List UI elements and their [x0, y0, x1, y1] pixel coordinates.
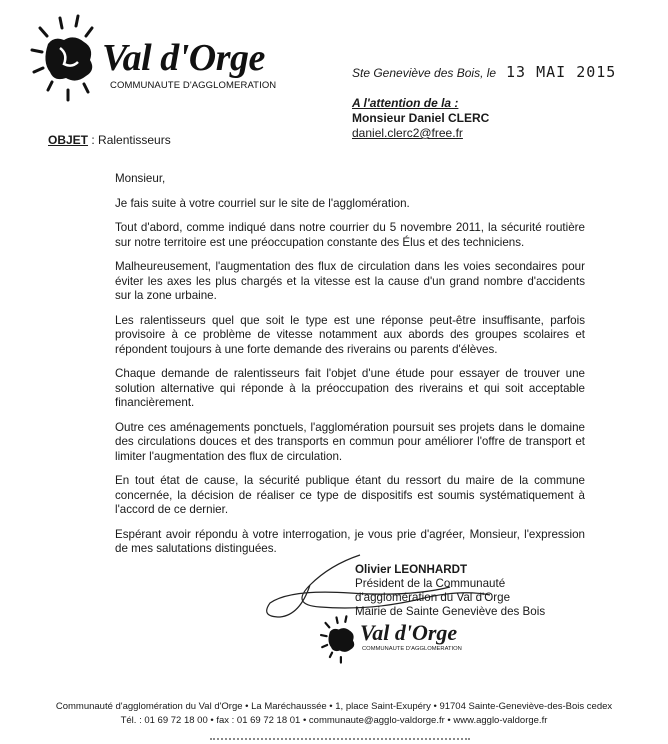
val-dorge-logo — [30, 14, 280, 104]
signatory-name: Olivier LEONHARDT — [355, 563, 468, 576]
footer-contacts: Tél. : 01 69 72 18 00 • fax : 01 69 72 18 01 • communaute@agglo-valdorge.fr • www.agglo-valdorge.fr — [120, 715, 548, 726]
letter-body — [115, 172, 585, 567]
paragraph: Tout d'abord, comme indiqué dans notre courrier du 5 novembre 2011, la sécurité routière sur notre territoire est une préoccupation constante des Élus et des techniciens. — [115, 221, 585, 249]
stamp-logo-title: Val d'Orge — [360, 620, 458, 645]
paragraph: Chaque demande de ralentisseurs fait l'objet d'une étude pour essayer de trouver une solution alternative qui réponde à la préoccupation des riverains et qui soit acceptable financièrement. — [115, 367, 585, 409]
recipient-email[interactable]: daniel.clerc2@free.fr — [352, 126, 463, 140]
stamp-emblem-icon — [320, 612, 364, 668]
logo-emblem-icon — [30, 14, 110, 104]
signatory-title-2: d'agglomération du Val d'Orge — [355, 591, 511, 604]
paragraph: En tout état de cause, la sécurité publique étant du ressort du maire de la commune concernée, la décision de réaliser ce type de dispositifs est soumis systématiquement à l'accord de ce dernier. — [115, 474, 585, 516]
logo-title: Val d'Orge — [102, 37, 265, 79]
objet-line — [48, 133, 171, 147]
paragraph: Espérant avoir répondu à votre interrogation, je vous prie d'agréer, Monsieur, l'expression de mes salutations distinguées. — [115, 527, 585, 555]
paragraph: Je fais suite à votre courriel sur le site de l'agglomération. — [115, 196, 410, 210]
signatory-block — [355, 563, 545, 619]
signatory-title-3: Mairie de Sainte Geneviève des Bois — [355, 605, 546, 618]
salutation: Monsieur, — [115, 172, 166, 185]
paragraph: Outre ces aménagements ponctuels, l'agglomération poursuit ses projets dans le domaine des circulations douces et des transports en commun pour améliorer l'offre de transport et limiter l'augmentation des flux de circulation. — [115, 420, 585, 463]
footer-address: Communauté d'agglomération du Val d'Orge • La Maréchaussée • 1, place Saint-Exupéry • 91704 Sainte-Geneviève-des-Bois cedex — [55, 701, 613, 712]
objet-value: Ralentisseurs — [98, 133, 171, 147]
stamp-logo-subtitle: COMMUNAUTE D'AGGLOMERATION — [362, 646, 462, 652]
footer — [0, 700, 668, 728]
page-edge-artifact — [210, 738, 470, 744]
paragraph: Les ralentisseurs quel que soit le type est une réponse peut-être insuffisante, parfois provisoire à ce problème de vitesse notamment aux abords des groupes scolaires et répondent toujours à une forte demande des riverains ou parents d'élèves. — [115, 313, 585, 356]
dateline: Ste Geneviève des Bois, le — [352, 66, 497, 80]
objet-separator: : — [88, 133, 99, 147]
objet-label: OBJET — [48, 133, 89, 147]
attention-label: A l'attention de la : — [352, 96, 459, 110]
recipient-block — [352, 96, 489, 141]
logo-subtitle: COMMUNAUTE D'AGGLOMERATION — [110, 80, 277, 91]
date-stamp: 13 MAI 2015 — [506, 63, 617, 81]
stamp-logo — [320, 612, 480, 672]
recipient-name: Monsieur Daniel CLERC — [352, 111, 490, 125]
signatory-title-1: Président de la Communauté — [355, 577, 506, 590]
paragraph: Malheureusement, l'augmentation des flux de circulation dans les voies secondaires pour éviter les axes les plus chargés et la vitesse est la cause d'un grand nombre d'accidents sur la zone urbaine. — [115, 260, 585, 302]
